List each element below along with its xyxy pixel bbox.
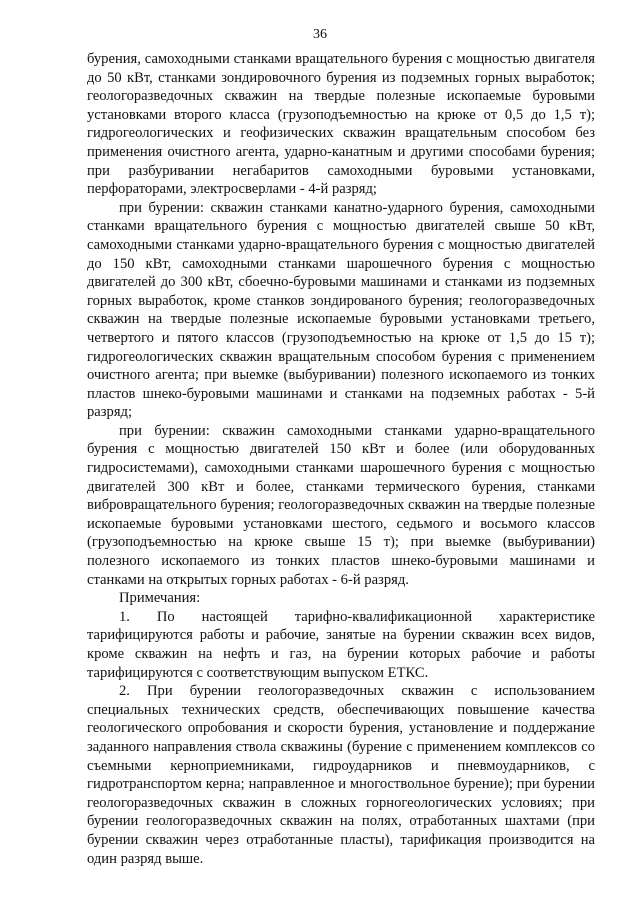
paragraph-4th-grade-continuation: бурения, самоходными станками вращательного бурения с мощностью двигателя до 50 кВт, станками зондировочного бурения из подземных горных выработок; геологоразведочных скважин на твердые полезные ископаемые буровыми установками второго класса (грузоподъемностью на крюке от 0,5 до 1,5 т); гидрогеологических и геофизических скважин вращательным способом без применения очистного агента, ударно-канатным и другими способами бурения; при разбуривании негабаритов самоходными буровыми установками, перфораторами, электросверлами - 4-й разряд; bbox=[87, 51, 595, 198]
notes-heading: Примечания: bbox=[119, 590, 201, 607]
note-1: 1. По настоящей тарифно-квалификационной характеристике тарифицируются работы и рабочие, занятые на бурении скважин всех видов, кроме скважин на нефть и газ, на бурении которых рабочие и работы тарифицируются с соответствующим выпуском ЕТКС. bbox=[87, 608, 595, 681]
page-number: 36 bbox=[313, 27, 327, 42]
paragraph-5th-grade: при бурении: скважин станками канатно-ударного бурения, самоходными станками вращательного бурения с мощностью двигателей свыше 50 кВт, самоходными станками ударно-вращательного бурения с мощностью двигателей до 150 кВт, самоходными станками шарошечного бурения с мощностью двигателей до 300 кВт, сбоечно-буровыми машинами и станками из подземных горных выработок, кроме станков зондированого бурения; геологоразведочных скважин на твердые полезные ископаемые буровыми установками третьего, четвертого и пятого классов (грузоподъемностью на крюке от 1,5 до 15 т); гидрогеологических скважин вращательным способом бурения с применением очистного агента; при выемке (выбуривании) полезного ископаемого из тонких пластов шнеко-буровыми машинами и станками на подземных работах - 5-й разряд; bbox=[87, 199, 595, 421]
paragraph-6th-grade: при бурении: скважин самоходными станками ударно-вращательного бурения с мощностью двигателей 150 кВт и более (или оборудованных гидросистемами), самоходными станками шарошечного бурения с мощностью двигателей 300 кВт и более, станками термического бурения, станками вибровращательного бурения; геологоразведочных скважин на твердые полезные ископаемые буровыми установками шестого, седьмого и восьмого классов (грузоподъемностью на крюке свыше 15 т); при выемке (выбуривании) полезного ископаемого из тонких пластов шнеко-буровыми машинами и станками на открытых горных работах - 6-й разряд. bbox=[87, 422, 595, 588]
note-2: 2. При бурении геологоразведочных скважин с использованием специальных технических средств, обеспечивающих повышение качества геологического опробования и скорости бурения, установление и поддержание заданного направления ствола скважины (бурение с применением комплексов со съемными керноприемниками, гидроударников и пневмоударников, с гидротранспортом керна; направленное и многоствольное бурение); при бурении геологоразведочных скважин в сложных горногеологических условиях; при бурении геологоразведочных скважин на полях, отработанных шахтами (при бурении скважин через отработанные пласты), тарификация производится на один разряд выше. bbox=[87, 683, 595, 867]
document-body bbox=[87, 50, 595, 868]
